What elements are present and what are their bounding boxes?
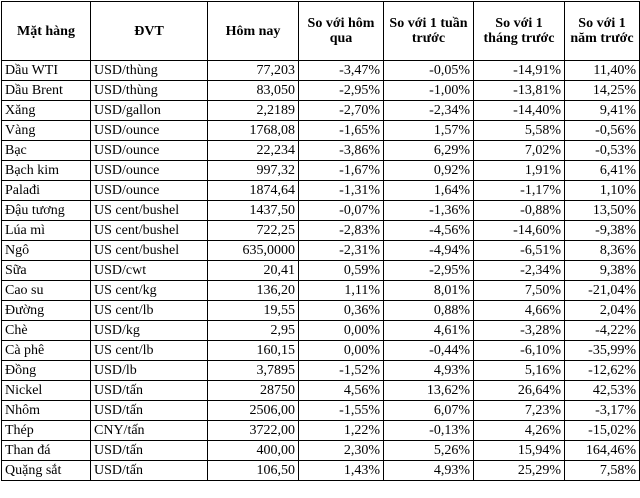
vs-week-cell: -0,05% <box>384 61 474 81</box>
today-price-cell: 635,0000 <box>208 241 299 261</box>
header-today: Hôm nay <box>208 2 299 61</box>
table-row <box>2 361 640 381</box>
vs-year-cell: 6,41% <box>565 161 640 181</box>
unit-cell: USD/ounce <box>91 161 208 181</box>
vs-year-cell: 9,41% <box>565 101 640 121</box>
commodity-cell: Dầu Brent <box>2 81 91 101</box>
today-price-cell: 20,41 <box>208 261 299 281</box>
commodity-cell: Quặng sắt <box>2 461 91 481</box>
vs-month-cell: -3,28% <box>474 321 565 341</box>
commodity-cell: Nickel <box>2 381 91 401</box>
vs-year-cell: -0,56% <box>565 121 640 141</box>
vs-week-cell: -2,95% <box>384 261 474 281</box>
unit-cell: USD/gallon <box>91 101 208 121</box>
vs-month-cell: -14,91% <box>474 61 565 81</box>
today-price-cell: 2,95 <box>208 321 299 341</box>
today-price-cell: 400,00 <box>208 441 299 461</box>
vs-month-cell: -14,60% <box>474 221 565 241</box>
unit-cell: USD/ounce <box>91 181 208 201</box>
table-row <box>2 121 640 141</box>
vs-week-cell: -0,13% <box>384 421 474 441</box>
table-row <box>2 321 640 341</box>
table-row <box>2 241 640 261</box>
vs-week-cell: 1,64% <box>384 181 474 201</box>
today-price-cell: 160,15 <box>208 341 299 361</box>
vs-month-cell: 4,66% <box>474 301 565 321</box>
vs-year-cell: -35,99% <box>565 341 640 361</box>
unit-cell: USD/tấn <box>91 461 208 481</box>
vs-year-cell: 13,50% <box>565 201 640 221</box>
table-row <box>2 461 640 481</box>
vs-year-cell: 9,38% <box>565 261 640 281</box>
vs-year-cell: 8,36% <box>565 241 640 261</box>
vs-yesterday-cell: -0,07% <box>299 201 384 221</box>
commodity-cell: Lúa mì <box>2 221 91 241</box>
today-price-cell: 19,55 <box>208 301 299 321</box>
vs-yesterday-cell: -2,95% <box>299 81 384 101</box>
unit-cell: USD/kg <box>91 321 208 341</box>
vs-week-cell: -1,00% <box>384 81 474 101</box>
today-price-cell: 106,50 <box>208 461 299 481</box>
commodity-cell: Chè <box>2 321 91 341</box>
vs-month-cell: 1,91% <box>474 161 565 181</box>
vs-week-cell: 4,93% <box>384 361 474 381</box>
vs-month-cell: 4,26% <box>474 421 565 441</box>
vs-yesterday-cell: -1,67% <box>299 161 384 181</box>
unit-cell: USD/tấn <box>91 401 208 421</box>
vs-month-cell: 26,64% <box>474 381 565 401</box>
vs-week-cell: -2,34% <box>384 101 474 121</box>
vs-week-cell: 1,57% <box>384 121 474 141</box>
commodity-cell: Thép <box>2 421 91 441</box>
today-price-cell: 722,25 <box>208 221 299 241</box>
unit-cell: USD/thùng <box>91 81 208 101</box>
vs-week-cell: 4,61% <box>384 321 474 341</box>
vs-yesterday-cell: 1,22% <box>299 421 384 441</box>
unit-cell: USD/tấn <box>91 441 208 461</box>
today-price-cell: 997,32 <box>208 161 299 181</box>
commodity-cell: Bạc <box>2 141 91 161</box>
unit-cell: USD/cwt <box>91 261 208 281</box>
commodity-cell: Xăng <box>2 101 91 121</box>
today-price-cell: 1874,64 <box>208 181 299 201</box>
unit-cell: US cent/lb <box>91 341 208 361</box>
vs-yesterday-cell: -1,52% <box>299 361 384 381</box>
unit-cell: US cent/bushel <box>91 201 208 221</box>
vs-yesterday-cell: -2,70% <box>299 101 384 121</box>
vs-month-cell: -13,81% <box>474 81 565 101</box>
header-vs-1-month: So với 1 tháng trước <box>474 2 565 61</box>
vs-week-cell: 6,07% <box>384 401 474 421</box>
commodity-cell: Than đá <box>2 441 91 461</box>
vs-yesterday-cell: -2,83% <box>299 221 384 241</box>
today-price-cell: 1768,08 <box>208 121 299 141</box>
vs-year-cell: -12,62% <box>565 361 640 381</box>
commodity-cell: Đồng <box>2 361 91 381</box>
vs-month-cell: -1,17% <box>474 181 565 201</box>
header-commodity: Mặt hàng <box>2 2 91 61</box>
unit-cell: USD/ounce <box>91 121 208 141</box>
table-row <box>2 101 640 121</box>
commodity-cell: Bạch kim <box>2 161 91 181</box>
vs-yesterday-cell: -1,55% <box>299 401 384 421</box>
vs-year-cell: 164,46% <box>565 441 640 461</box>
commodity-price-table <box>1 1 640 481</box>
unit-cell: US cent/bushel <box>91 241 208 261</box>
vs-month-cell: 15,94% <box>474 441 565 461</box>
today-price-cell: 22,234 <box>208 141 299 161</box>
vs-year-cell: 11,40% <box>565 61 640 81</box>
unit-cell: US cent/kg <box>91 281 208 301</box>
vs-week-cell: -1,36% <box>384 201 474 221</box>
vs-week-cell: 0,92% <box>384 161 474 181</box>
unit-cell: USD/thùng <box>91 61 208 81</box>
vs-year-cell: -21,04% <box>565 281 640 301</box>
table-row <box>2 421 640 441</box>
table-row <box>2 221 640 241</box>
vs-yesterday-cell: -1,65% <box>299 121 384 141</box>
today-price-cell: 1437,50 <box>208 201 299 221</box>
header-row <box>2 2 640 61</box>
vs-month-cell: -0,88% <box>474 201 565 221</box>
header-unit: ĐVT <box>91 2 208 61</box>
today-price-cell: 3,7895 <box>208 361 299 381</box>
unit-cell: USD/tấn <box>91 381 208 401</box>
commodity-cell: Đậu tương <box>2 201 91 221</box>
vs-week-cell: 0,88% <box>384 301 474 321</box>
commodity-cell: Sữa <box>2 261 91 281</box>
vs-yesterday-cell: -3,86% <box>299 141 384 161</box>
vs-year-cell: -0,53% <box>565 141 640 161</box>
vs-month-cell: -6,10% <box>474 341 565 361</box>
table-row <box>2 81 640 101</box>
vs-year-cell: 14,25% <box>565 81 640 101</box>
commodity-cell: Nhôm <box>2 401 91 421</box>
vs-week-cell: -4,56% <box>384 221 474 241</box>
commodity-cell: Dầu WTI <box>2 61 91 81</box>
vs-week-cell: 5,26% <box>384 441 474 461</box>
vs-year-cell: 1,10% <box>565 181 640 201</box>
today-price-cell: 3722,00 <box>208 421 299 441</box>
table-row <box>2 181 640 201</box>
vs-yesterday-cell: 0,00% <box>299 341 384 361</box>
vs-week-cell: 8,01% <box>384 281 474 301</box>
header-vs-yesterday: So với hôm qua <box>299 2 384 61</box>
vs-month-cell: 25,29% <box>474 461 565 481</box>
vs-month-cell: 5,58% <box>474 121 565 141</box>
table-row <box>2 201 640 221</box>
unit-cell: USD/lb <box>91 361 208 381</box>
vs-yesterday-cell: -3,47% <box>299 61 384 81</box>
vs-week-cell: -0,44% <box>384 341 474 361</box>
vs-week-cell: 4,93% <box>384 461 474 481</box>
unit-cell: CNY/tấn <box>91 421 208 441</box>
vs-yesterday-cell: 1,43% <box>299 461 384 481</box>
today-price-cell: 2,2189 <box>208 101 299 121</box>
commodity-cell: Đường <box>2 301 91 321</box>
commodity-cell: Ngô <box>2 241 91 261</box>
vs-year-cell: 2,04% <box>565 301 640 321</box>
vs-yesterday-cell: -1,31% <box>299 181 384 201</box>
vs-yesterday-cell: 2,30% <box>299 441 384 461</box>
vs-yesterday-cell: 4,56% <box>299 381 384 401</box>
vs-month-cell: -14,40% <box>474 101 565 121</box>
table-row <box>2 441 640 461</box>
commodity-cell: Cao su <box>2 281 91 301</box>
vs-month-cell: 5,16% <box>474 361 565 381</box>
table-body <box>2 61 640 481</box>
vs-year-cell: 42,53% <box>565 381 640 401</box>
header-vs-1-year: So với 1 năm trước <box>565 2 640 61</box>
table-row <box>2 141 640 161</box>
vs-year-cell: -9,38% <box>565 221 640 241</box>
vs-year-cell: -15,02% <box>565 421 640 441</box>
vs-month-cell: 7,02% <box>474 141 565 161</box>
today-price-cell: 2506,00 <box>208 401 299 421</box>
vs-week-cell: -4,94% <box>384 241 474 261</box>
vs-yesterday-cell: -2,31% <box>299 241 384 261</box>
commodity-cell: Palađi <box>2 181 91 201</box>
vs-yesterday-cell: 0,00% <box>299 321 384 341</box>
commodity-cell: Vàng <box>2 121 91 141</box>
vs-month-cell: -2,34% <box>474 261 565 281</box>
header-vs-1-week: So với 1 tuần trước <box>384 2 474 61</box>
commodity-cell: Cà phê <box>2 341 91 361</box>
today-price-cell: 28750 <box>208 381 299 401</box>
today-price-cell: 83,050 <box>208 81 299 101</box>
table-row <box>2 301 640 321</box>
vs-yesterday-cell: 0,59% <box>299 261 384 281</box>
table-row <box>2 61 640 81</box>
today-price-cell: 136,20 <box>208 281 299 301</box>
table-row <box>2 261 640 281</box>
vs-month-cell: -6,51% <box>474 241 565 261</box>
vs-year-cell: -3,17% <box>565 401 640 421</box>
vs-yesterday-cell: 0,36% <box>299 301 384 321</box>
vs-month-cell: 7,50% <box>474 281 565 301</box>
unit-cell: USD/ounce <box>91 141 208 161</box>
vs-yesterday-cell: 1,11% <box>299 281 384 301</box>
vs-month-cell: 7,23% <box>474 401 565 421</box>
today-price-cell: 77,203 <box>208 61 299 81</box>
vs-week-cell: 13,62% <box>384 381 474 401</box>
vs-year-cell: 7,58% <box>565 461 640 481</box>
table-row <box>2 341 640 361</box>
vs-year-cell: -4,22% <box>565 321 640 341</box>
unit-cell: US cent/lb <box>91 301 208 321</box>
table-row <box>2 401 640 421</box>
table-row <box>2 381 640 401</box>
table-row <box>2 161 640 181</box>
unit-cell: US cent/bushel <box>91 221 208 241</box>
vs-week-cell: 6,29% <box>384 141 474 161</box>
table-row <box>2 281 640 301</box>
